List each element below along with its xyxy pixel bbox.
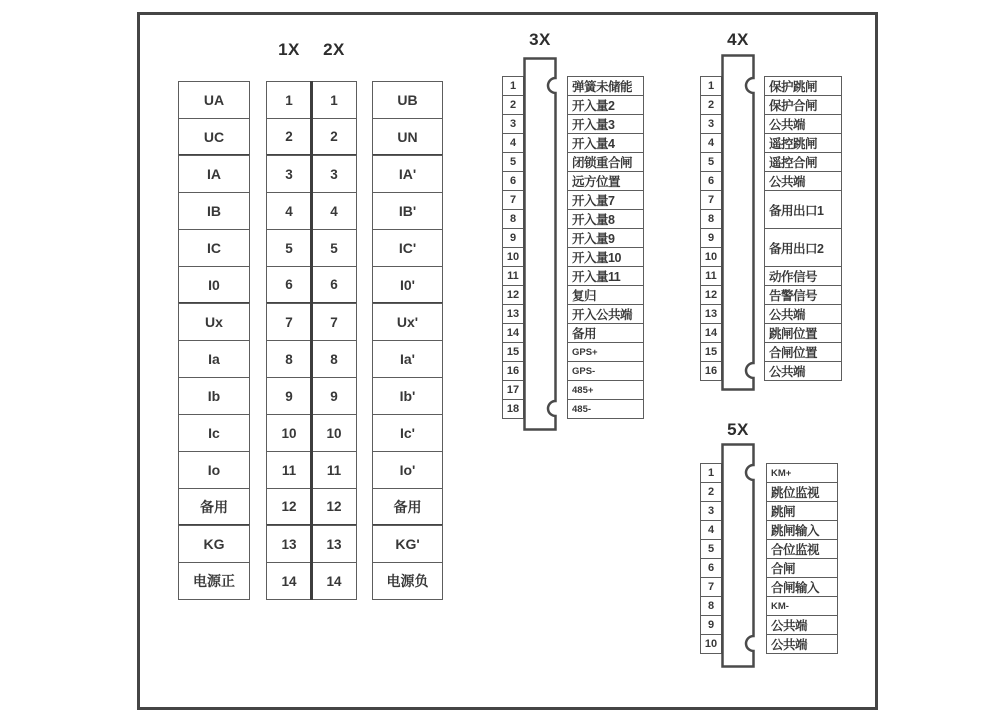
pin-number-cell: 9 xyxy=(311,377,357,415)
pin-number-cell: 8 xyxy=(311,340,357,378)
connector-3x-pin-labels xyxy=(567,76,644,419)
pin-label-cell: 动作信号 xyxy=(764,266,842,286)
pin-label-cell: 跳闸位置 xyxy=(764,323,842,343)
pin-number-cell: 4 xyxy=(700,133,722,153)
pin-number-cell: 12 xyxy=(700,285,722,305)
pin-label-cell: 备用出口2 xyxy=(764,228,842,267)
pin-number-cell: 9 xyxy=(266,377,312,415)
pin-number-cell: 12 xyxy=(266,488,312,526)
connector-5x-pin-numbers xyxy=(700,463,722,654)
terminal-label-cell: I0' xyxy=(372,266,443,304)
pin-number-cell: 13 xyxy=(502,304,524,324)
pin-label-cell: 遥控跳闸 xyxy=(764,133,842,153)
pin-label-cell: 485+ xyxy=(567,380,644,400)
pin-label-cell: 公共端 xyxy=(764,114,842,134)
pin-number-cell: 4 xyxy=(700,520,722,540)
pin-number-cell: 8 xyxy=(700,209,722,229)
pin-number-cell: 16 xyxy=(700,361,722,381)
pin-number-cell: 7 xyxy=(311,303,357,341)
pin-label-cell: KM- xyxy=(766,596,838,616)
pin-label-cell: 开入量2 xyxy=(567,95,644,115)
pin-number-cell: 6 xyxy=(266,266,312,304)
pin-number-cell: 10 xyxy=(502,247,524,267)
pin-label-cell: 保护合闸 xyxy=(764,95,842,115)
terminal-label-cell: IC' xyxy=(372,229,443,267)
terminal-label-cell: Ic xyxy=(178,414,250,452)
connector-4x-title: 4X xyxy=(727,30,749,49)
terminal-label-cell: Ib' xyxy=(372,377,443,415)
pin-label-cell: 开入量8 xyxy=(567,209,644,229)
pin-label-cell: 开入量4 xyxy=(567,133,644,153)
pin-number-cell: 11 xyxy=(502,266,524,286)
pin-number-cell: 18 xyxy=(502,399,524,419)
pin-number-cell: 12 xyxy=(311,488,357,526)
pin-label-cell: 跳闸 xyxy=(766,501,838,521)
pin-label-cell: 公共端 xyxy=(764,361,842,381)
connector-4x-pin-numbers xyxy=(700,76,722,381)
pin-label-cell: 公共端 xyxy=(764,171,842,191)
pin-number-cell: 14 xyxy=(311,562,357,600)
terminal-label-cell: Ib xyxy=(178,377,250,415)
terminal-label-cell: IB' xyxy=(372,192,443,230)
pin-number-cell: 11 xyxy=(700,266,722,286)
pin-number-cell: 6 xyxy=(502,171,524,191)
terminal-label-cell: UC xyxy=(178,118,250,156)
pin-label-cell: 合闸位置 xyxy=(764,342,842,362)
left-terminal-labels-column xyxy=(178,81,250,600)
pin-number-cell: 2 xyxy=(700,482,722,502)
terminal-label-cell: UB xyxy=(372,81,443,119)
pin-number-cell: 9 xyxy=(700,615,722,635)
pin-number-cell: 6 xyxy=(311,266,357,304)
terminal-label-cell: Ic' xyxy=(372,414,443,452)
pin-label-cell: 开入量11 xyxy=(567,266,644,286)
pin-label-cell: 公共端 xyxy=(766,634,838,654)
terminal-label-cell: UA xyxy=(178,81,250,119)
terminal-label-cell: Io xyxy=(178,451,250,489)
pin-label-cell: KM+ xyxy=(766,463,838,483)
pin-number-cell: 14 xyxy=(502,323,524,343)
terminal-label-cell: IC xyxy=(178,229,250,267)
terminal-label-cell: Io' xyxy=(372,451,443,489)
connector-2x-title: 2X xyxy=(323,40,345,59)
pin-number-cell: 16 xyxy=(502,361,524,381)
pin-number-cell: 2 xyxy=(266,118,312,156)
pin-number-cell: 3 xyxy=(502,114,524,134)
pin-number-cell: 2 xyxy=(502,95,524,115)
connector-3x-title: 3X xyxy=(529,30,551,49)
pin-number-cell: 1 xyxy=(502,76,524,96)
pin-number-cell: 1 xyxy=(311,81,357,119)
pin-label-cell: 保护跳闸 xyxy=(764,76,842,96)
pin-number-cell: 5 xyxy=(700,539,722,559)
pin-number-cell: 2 xyxy=(311,118,357,156)
pin-number-cell: 3 xyxy=(700,114,722,134)
pin-number-cell: 3 xyxy=(700,501,722,521)
pin-number-cell: 13 xyxy=(311,525,357,563)
terminal-label-cell: IA xyxy=(178,155,250,193)
terminal-label-cell: 电源负 xyxy=(372,562,443,600)
connector-4x-body-shape xyxy=(721,54,755,391)
pin-number-cell: 5 xyxy=(311,229,357,267)
pin-number-cell: 10 xyxy=(266,414,312,452)
pin-label-cell: 合闸输入 xyxy=(766,577,838,597)
right-terminal-labels-column xyxy=(372,81,443,600)
pin-number-column-1x xyxy=(266,81,312,600)
pin-number-cell: 5 xyxy=(266,229,312,267)
pin-number-cell: 4 xyxy=(311,192,357,230)
pin-label-cell: 备用 xyxy=(567,323,644,343)
pin-number-cell: 2 xyxy=(700,95,722,115)
pin-number-cell: 14 xyxy=(700,323,722,343)
pin-number-cell: 5 xyxy=(700,152,722,172)
pin-label-cell: 跳位监视 xyxy=(766,482,838,502)
pin-number-cell: 13 xyxy=(266,525,312,563)
pin-number-cell: 1 xyxy=(700,463,722,483)
terminal-label-cell: UN xyxy=(372,118,443,156)
pin-number-cell: 9 xyxy=(502,228,524,248)
pin-label-cell: 公共端 xyxy=(764,304,842,324)
pin-label-cell: 合闸 xyxy=(766,558,838,578)
connector-5x-body-shape xyxy=(721,443,755,668)
pin-label-cell: 开入量10 xyxy=(567,247,644,267)
pin-number-cell: 6 xyxy=(700,558,722,578)
pin-label-cell: 备用出口1 xyxy=(764,190,842,229)
pin-number-cell: 17 xyxy=(502,380,524,400)
pin-label-cell: 远方位置 xyxy=(567,171,644,191)
connector-3x-body-shape xyxy=(523,57,557,431)
terminal-label-cell: IA' xyxy=(372,155,443,193)
pin-number-cell: 4 xyxy=(266,192,312,230)
terminal-label-cell: Ux xyxy=(178,303,250,341)
pin-label-cell: GPS- xyxy=(567,361,644,381)
connector-4x-pin-labels xyxy=(764,76,842,381)
connector-1x-title: 1X xyxy=(278,40,300,59)
pin-number-cell: 15 xyxy=(700,342,722,362)
pin-label-cell: 开入量9 xyxy=(567,228,644,248)
pin-label-cell: 开入量7 xyxy=(567,190,644,210)
pin-label-cell: 遥控合闸 xyxy=(764,152,842,172)
pin-number-column-2x xyxy=(311,81,357,600)
pin-number-cell: 14 xyxy=(266,562,312,600)
connector-5x-title: 5X xyxy=(727,420,749,439)
terminal-label-cell: Ia xyxy=(178,340,250,378)
pin-number-cell: 7 xyxy=(266,303,312,341)
pin-number-cell: 11 xyxy=(311,451,357,489)
pin-number-cell: 8 xyxy=(700,596,722,616)
terminal-label-cell: 备用 xyxy=(178,488,250,526)
pin-number-cell: 13 xyxy=(700,304,722,324)
pin-number-cell: 1 xyxy=(266,81,312,119)
pin-number-cell: 3 xyxy=(311,155,357,193)
pin-number-cell: 10 xyxy=(311,414,357,452)
terminal-label-cell: I0 xyxy=(178,266,250,304)
pin-number-cell: 7 xyxy=(502,190,524,210)
terminal-label-cell: Ia' xyxy=(372,340,443,378)
pin-number-cell: 6 xyxy=(700,171,722,191)
pin-number-cell: 11 xyxy=(266,451,312,489)
pin-label-cell: 合位监视 xyxy=(766,539,838,559)
pin-number-cell: 7 xyxy=(700,577,722,597)
pin-label-cell: 开入公共端 xyxy=(567,304,644,324)
pin-number-cell: 8 xyxy=(502,209,524,229)
terminal-label-cell: 电源正 xyxy=(178,562,250,600)
pin-number-cell: 15 xyxy=(502,342,524,362)
column-divider-line xyxy=(310,81,313,600)
terminal-label-cell: 备用 xyxy=(372,488,443,526)
pin-number-cell: 5 xyxy=(502,152,524,172)
pin-label-cell: 闭锁重合闸 xyxy=(567,152,644,172)
pin-number-cell: 4 xyxy=(502,133,524,153)
terminal-label-cell: KG xyxy=(178,525,250,563)
pin-number-cell: 8 xyxy=(266,340,312,378)
pin-label-cell: GPS+ xyxy=(567,342,644,362)
pin-number-cell: 7 xyxy=(700,190,722,210)
pin-number-cell: 3 xyxy=(266,155,312,193)
pin-label-cell: 公共端 xyxy=(766,615,838,635)
pin-label-cell: 485- xyxy=(567,399,644,419)
pin-label-cell: 弹簧未储能 xyxy=(567,76,644,96)
connector-3x-pin-numbers xyxy=(502,76,524,419)
pin-label-cell: 跳闸输入 xyxy=(766,520,838,540)
pin-label-cell: 复归 xyxy=(567,285,644,305)
connector-5x-pin-labels xyxy=(766,463,838,654)
terminal-label-cell: IB xyxy=(178,192,250,230)
pin-number-cell: 1 xyxy=(700,76,722,96)
pin-label-cell: 告警信号 xyxy=(764,285,842,305)
pin-number-cell: 9 xyxy=(700,228,722,248)
terminal-label-cell: Ux' xyxy=(372,303,443,341)
pin-number-cell: 10 xyxy=(700,247,722,267)
pin-number-cell: 12 xyxy=(502,285,524,305)
terminal-label-cell: KG' xyxy=(372,525,443,563)
pin-number-cell: 10 xyxy=(700,634,722,654)
pin-label-cell: 开入量3 xyxy=(567,114,644,134)
